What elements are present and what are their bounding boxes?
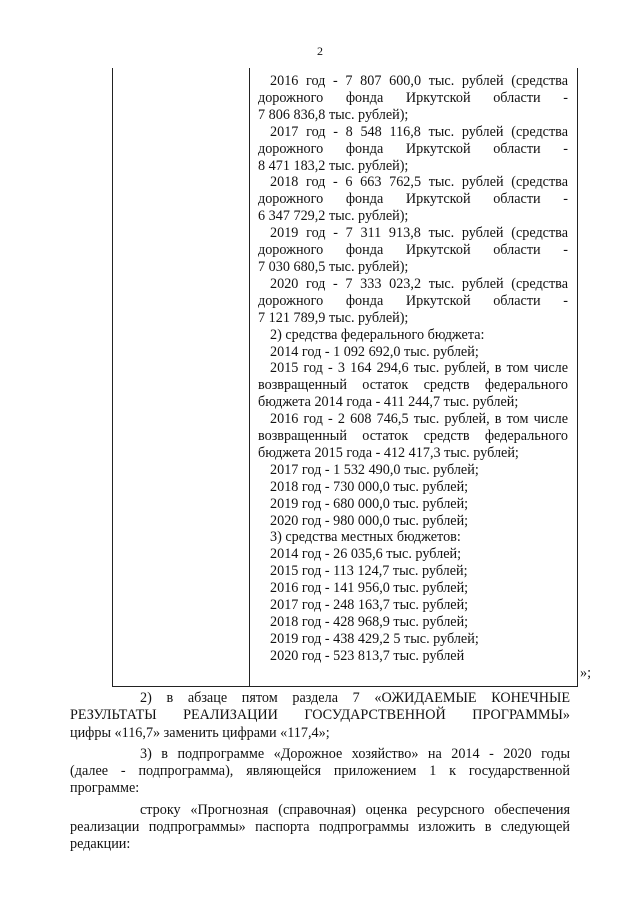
page-number: 2 (317, 44, 323, 58)
table-line: 2017 год - 1 532 490,0 тыс. рублей; (270, 461, 479, 478)
table-line: 7 806 836,8 тыс. рублей); (258, 106, 409, 123)
table-line: 2) средства федерального бюджета: (270, 326, 485, 343)
table-line: 2020 год - 980 000,0 тыс. рублей; (270, 512, 469, 529)
table-text-cell (258, 73, 568, 665)
table-line: 2019 год - 680 000,0 тыс. рублей; (270, 495, 469, 512)
table-line: дорожного фонда Иркутской области - (258, 292, 568, 309)
paragraph-item-4-line: редакции: (70, 836, 131, 853)
paragraph-item-2-line: цифры «116,7» заменить цифрами «117,4»; (70, 724, 330, 741)
table-line: возвращенный остаток средств федерального (258, 428, 568, 445)
table-line: дорожного фонда Иркутской области - (258, 191, 568, 208)
table-line: 3) средства местных бюджетов: (270, 529, 461, 546)
table-line: 2019 год - 7 311 913,8 тыс. рублей (средства (270, 225, 568, 242)
table-line: 2015 год - 3 164 294,6 тыс. рублей, в том числе (270, 360, 568, 377)
table-line: 2020 год - 7 333 023,2 тыс. рублей (средства (270, 275, 568, 292)
paragraph-item-4: строку «Прогнозная (справочная) оценка ресурсного обеспечения (140, 801, 570, 818)
paragraph-item-3-line: программе: (70, 780, 140, 797)
table-line: 8 471 183,2 тыс. рублей); (258, 157, 409, 174)
table-line: 2018 год - 428 968,9 тыс. рублей; (270, 614, 469, 630)
table-line: 2018 год - 730 000,0 тыс. рублей; (270, 478, 469, 495)
table-line: 2018 год - 6 663 762,5 тыс. рублей (средства (270, 174, 568, 191)
body-text (70, 690, 570, 854)
table-line: бюджета 2014 года - 411 244,7 тыс. рублей; (258, 394, 519, 411)
table-line: 2016 год - 141 956,0 тыс. рублей; (270, 580, 469, 597)
table-line: 2020 год - 523 813,7 тыс. рублей (270, 647, 465, 664)
table-line: возвращенный остаток средств федерального (258, 377, 568, 394)
table-column-divider (249, 68, 250, 686)
paragraph-item-2: 2) в абзаце пятом раздела 7 «ОЖИДАЕМЫЕ КОНЕЧНЫЕ (140, 690, 570, 706)
table-line: 6 347 729,2 тыс. рублей); (258, 208, 409, 225)
table-line: 2019 год - 438 429,2 5 тыс. рублей; (270, 630, 479, 647)
paragraph-item-2-line: РЕЗУЛЬТАТЫ РЕАЛИЗАЦИИ ГОСУДАРСТВЕННОЙ ПРОГРАММЫ» (70, 707, 570, 724)
table-line: бюджета 2015 года - 412 417,3 тыс. рублей; (258, 444, 519, 461)
paragraph-item-3: 3) в подпрограмме «Дорожное хозяйство» на 2014 - 2020 годы (140, 745, 570, 762)
table-line: 2014 год - 26 035,6 тыс. рублей; (270, 546, 462, 563)
resource-table (112, 68, 578, 687)
table-line: 2016 год - 7 807 600,0 тыс. рублей (средства (270, 73, 568, 89)
table-line: дорожного фонда Иркутской области - (258, 89, 568, 106)
paragraph-item-4-line: реализации подпрограммы» паспорта подпрограммы изложить в следующей (70, 819, 570, 836)
closing-quote: »; (580, 665, 592, 681)
table-line: 7 030 680,5 тыс. рублей); (258, 258, 409, 275)
table-line: дорожного фонда Иркутской области - (258, 242, 568, 259)
table-line: 2017 год - 248 163,7 тыс. рублей; (270, 597, 469, 614)
table-line: 2017 год - 8 548 116,8 тыс. рублей (средства (270, 123, 568, 140)
table-line: 7 121 789,9 тыс. рублей); (258, 309, 409, 326)
table-line: 2014 год - 1 092 692,0 тыс. рублей; (270, 343, 479, 360)
table-line: 2015 год - 113 124,7 тыс. рублей; (270, 563, 468, 580)
paragraph-item-3-line: (далее - подпрограмма), являющейся приложением 1 к государственной (70, 763, 570, 780)
table-line: дорожного фонда Иркутской области - (258, 140, 568, 157)
table-line: 2016 год - 2 608 746,5 тыс. рублей, в том числе (270, 411, 568, 428)
